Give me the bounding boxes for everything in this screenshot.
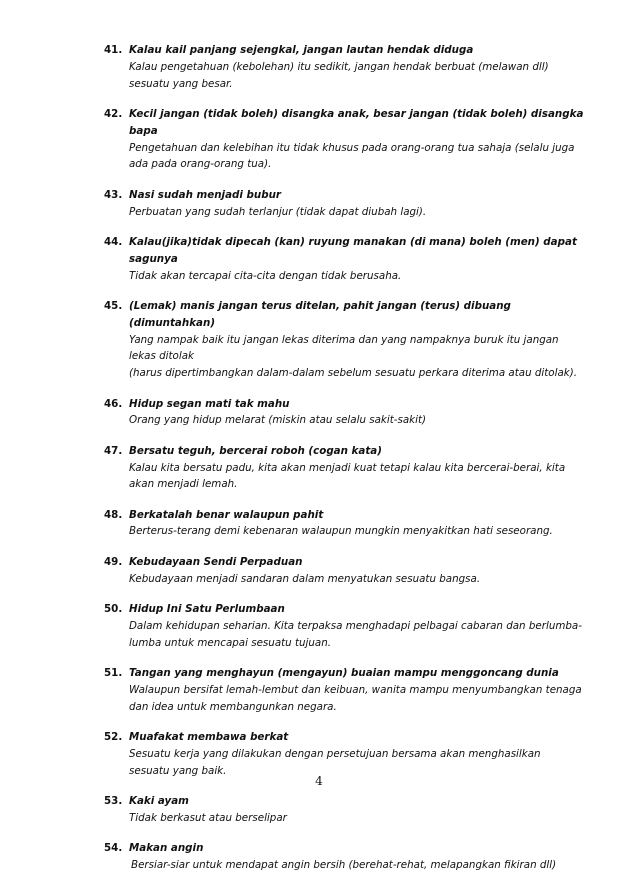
proverb-title: Berkatalah benar walaupun pahit (129, 508, 324, 521)
entry-number: 43. (104, 188, 123, 201)
proverb-meaning: Tidak berkasut atau berselipar (129, 811, 287, 824)
proverb-meaning: Perbuatan yang sudah terlanjur (tidak dapat diubah lagi). (129, 205, 427, 218)
list-item (104, 234, 584, 284)
proverb-meaning: Kalau kita bersatu padu, kita akan menjadi kuat tetapi kalau kita bercerai-berai, kita akan menjadi lemah. (129, 461, 566, 491)
list-item (104, 106, 584, 173)
list-item (104, 601, 584, 651)
entry-number: 53. (104, 795, 123, 808)
entry-body (129, 507, 584, 541)
proverb-title: Tangan yang menghayun (mengayun) buaian mampu menggoncang dunia (129, 667, 559, 680)
proverb-meaning-note: (harus dipertimbangkan dalam-dalam sebelum sesuatu perkara diterima atau ditolak). (129, 367, 578, 380)
entry-number: 51. (104, 667, 123, 680)
entry-number: 46. (104, 397, 123, 410)
entry-body (129, 554, 584, 588)
entry-number: 41. (104, 44, 123, 56)
entry-number: 45. (104, 299, 123, 312)
proverb-meaning: Kebudayaan menjadi sandaran dalam menyatukan sesuatu bangsa. (129, 572, 481, 585)
list-item (104, 42, 584, 92)
entry-body (129, 443, 584, 493)
proverb-meaning: Berterus-terang demi kebenaran walaupun mungkin menyakitkan hati seseorang. (129, 525, 553, 538)
entry-number: 49. (104, 555, 123, 568)
entry-number: 47. (104, 444, 123, 457)
proverb-title: Nasi sudah menjadi bubur (129, 188, 281, 201)
list-item (104, 665, 584, 715)
proverb-title: Hidup segan mati tak mahu (129, 397, 290, 410)
proverb-title: Kalau(jika)tidak dipecah (kan) ruyung manakan (di mana) boleh (men) dapat sagunya (129, 235, 577, 265)
list-item (104, 729, 584, 779)
list-item (104, 298, 584, 382)
entry-number: 52. (104, 731, 123, 744)
entry-number: 50. (104, 603, 123, 616)
list-item (104, 554, 584, 588)
proverb-meaning: Kalau pengetahuan (kebolehan) itu sedikit, jangan hendak berbuat (melawan dll) sesuatu yang besar. (129, 60, 549, 90)
entry-body (129, 729, 584, 779)
proverb-title: Bersatu teguh, bercerai roboh (cogan kata) (129, 444, 382, 457)
entry-body (129, 187, 584, 221)
proverb-title: (Lemak) manis jangan terus ditelan, pahit jangan (terus) dibuang (dimuntahkan) (129, 299, 511, 329)
proverb-title: Kalau kail panjang sejengkal, jangan lautan hendak diduga (129, 44, 474, 56)
proverb-title: Kebudayaan Sendi Perpaduan (129, 555, 303, 568)
proverb-list (104, 42, 584, 887)
proverb-title: Hidup Ini Satu Perlumbaan (129, 603, 285, 616)
entry-number: 44. (104, 235, 123, 248)
list-item (104, 443, 584, 493)
list-item (104, 507, 584, 541)
proverb-title: Makan angin (129, 842, 204, 855)
proverb-meaning: Bersiar-siar untuk mendapat angin bersih (berehat-rehat, melapangkan fikiran dll) (131, 859, 557, 871)
proverb-meaning: Yang nampak baik itu jangan lekas diterima dan yang nampaknya buruk itu jangan lekas ditolak (129, 333, 559, 363)
proverb-meaning: Walaupun bersifat lemah-lembut dan keibuan, wanita mampu menyumbangkan tenaga dan idea untuk membangunkan negara. (129, 683, 582, 713)
entry-body (129, 840, 584, 874)
proverb-meaning: Orang yang hidup melarat (miskin atau selalu sakit-sakit) (129, 414, 427, 427)
entry-body (129, 298, 584, 382)
entry-body (129, 793, 584, 827)
entry-number: 42. (104, 107, 123, 120)
proverb-meaning: Sesuatu kerja yang dilakukan dengan persetujuan bersama akan menghasilkan sesuatu yang baik. (129, 747, 541, 777)
proverb-meaning: Pengetahuan dan kelebihan itu tidak khusus pada orang-orang tua sahaja (selalu juga ada pada orang-orang tua). (129, 141, 575, 171)
entry-number: 54. (104, 842, 123, 855)
list-item (104, 840, 584, 874)
entry-body (129, 601, 584, 651)
entry-body (129, 106, 584, 173)
proverb-meaning: Tidak akan tercapai cita-cita dengan tidak berusaha. (129, 269, 402, 282)
proverb-meaning: Dalam kehidupan seharian. Kita terpaksa menghadapi pelbagai cabaran dan berlumba-lumba untuk mencapai sesuatu tujuan. (129, 619, 582, 649)
list-item (104, 187, 584, 221)
entry-body (129, 396, 584, 430)
entry-body (129, 42, 584, 92)
entry-body (129, 665, 584, 715)
proverb-title: Kaki ayam (129, 795, 189, 808)
list-item (104, 793, 584, 827)
proverb-title: Muafakat membawa berkat (129, 731, 289, 744)
list-item (104, 396, 584, 430)
entry-body (129, 234, 584, 284)
proverb-title: Kecil jangan (tidak boleh) disangka anak, besar jangan (tidak boleh) disangka bapa (129, 107, 584, 137)
page-number: 4 (315, 774, 323, 788)
entry-number: 48. (104, 508, 123, 521)
